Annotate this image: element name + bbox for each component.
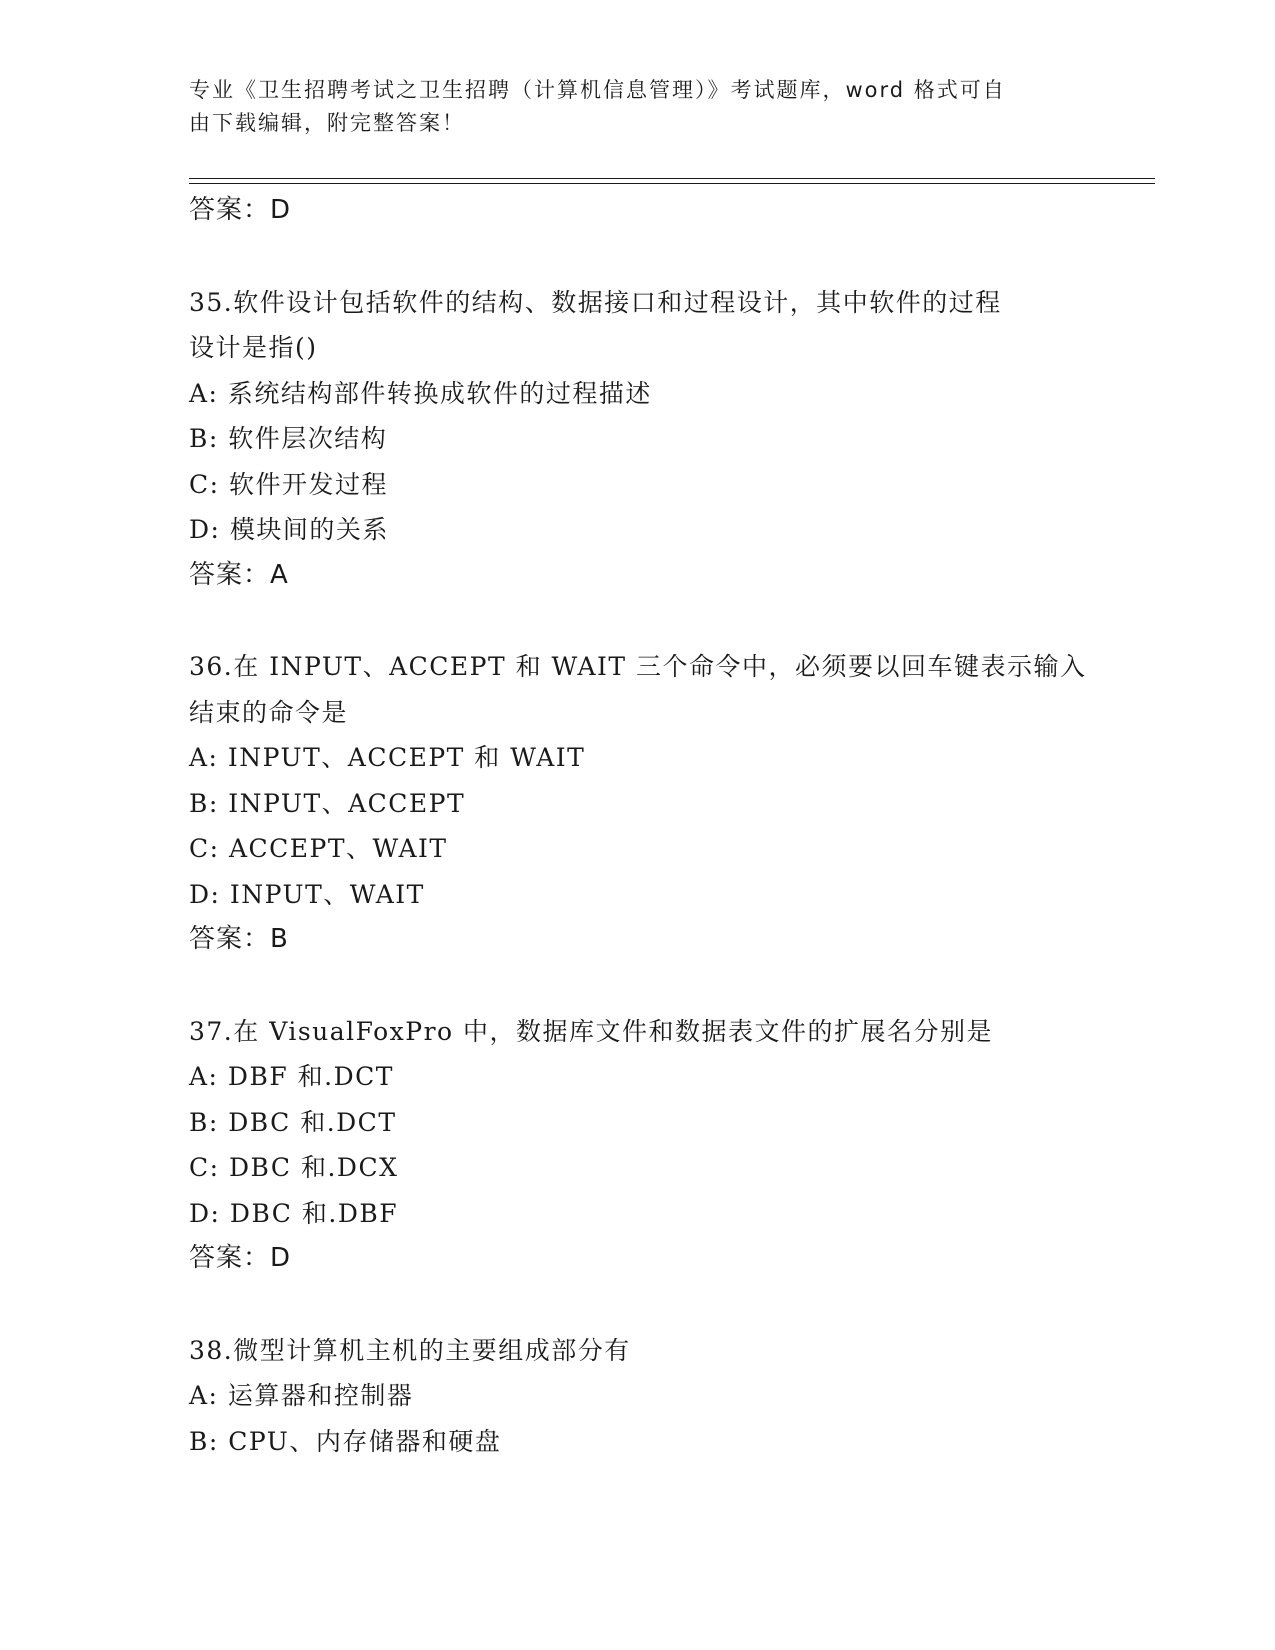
- question-36-option-a: A: INPUT、ACCEPT 和 WAIT: [189, 743, 586, 772]
- question-35-option-d: D: 模块间的关系: [189, 515, 389, 544]
- question-35-option-b: B: 软件层次结构: [189, 424, 388, 453]
- question-35-answer: 答案：A: [189, 559, 289, 590]
- question-38-text-line-1: 38.微型计算机主机的主要组成部分有: [189, 1335, 631, 1365]
- question-38-option-a: A: 运算器和控制器: [189, 1381, 414, 1410]
- question-37-option-d: D: DBC 和.DBF: [189, 1198, 399, 1228]
- question-36-option-d: D: INPUT、WAIT: [189, 879, 425, 909]
- question-35-option-a: A: 系统结构部件转换成软件的过程描述: [189, 378, 652, 408]
- spacer: [189, 963, 1109, 1009]
- question-36-option-b: B: INPUT、ACCEPT: [189, 788, 466, 818]
- question-37-answer: 答案：D: [189, 1243, 292, 1273]
- question-37-option-b: B: DBC 和.DCT: [189, 1107, 397, 1137]
- question-35-text-line-1: 35.软件设计包括软件的结构、数据接口和过程设计，其中软件的过程: [189, 287, 1002, 317]
- question-list: [189, 188, 1109, 1464]
- question-38: [189, 1328, 1109, 1465]
- header-divider-bottom: [189, 183, 1155, 184]
- question-35-text-line-2: 设计是指(): [189, 333, 318, 362]
- header-divider-top: [189, 178, 1155, 179]
- question-36-text-line-1: 36.在 INPUT、ACCEPT 和 WAIT 三个命令中，必须要以回车键表示输入: [189, 652, 1087, 681]
- question-36: [189, 644, 1109, 963]
- document-header: [189, 74, 1069, 140]
- spacer: [189, 234, 1109, 280]
- question-36-answer: 答案：B: [189, 924, 289, 954]
- question-37-text-line-1: 37.在 VisualFoxPro 中，数据库文件和数据表文件的扩展名分别是: [189, 1016, 994, 1046]
- header-line-2: 由下载编辑，附完整答案！: [189, 111, 465, 135]
- question-35-option-c: C: 软件开发过程: [189, 469, 388, 499]
- question-38-option-b: B: CPU、内存储器和硬盘: [189, 1426, 502, 1456]
- question-36-option-c: C: ACCEPT、WAIT: [189, 834, 448, 863]
- question-37-option-c: C: DBC 和.DCX: [189, 1153, 399, 1182]
- header-line-1: 专业《卫生招聘考试之卫生招聘（计算机信息管理）》考试题库，word 格式可自: [189, 78, 1006, 102]
- question-35: [189, 280, 1109, 599]
- question-36-text-line-2: 结束的命令是: [189, 697, 349, 727]
- spacer: [189, 1282, 1109, 1328]
- question-37: [189, 1009, 1109, 1282]
- question-37-option-a: A: DBF 和.DCT: [189, 1062, 394, 1091]
- answer-34: 答案：D: [189, 195, 292, 225]
- spacer: [189, 598, 1109, 644]
